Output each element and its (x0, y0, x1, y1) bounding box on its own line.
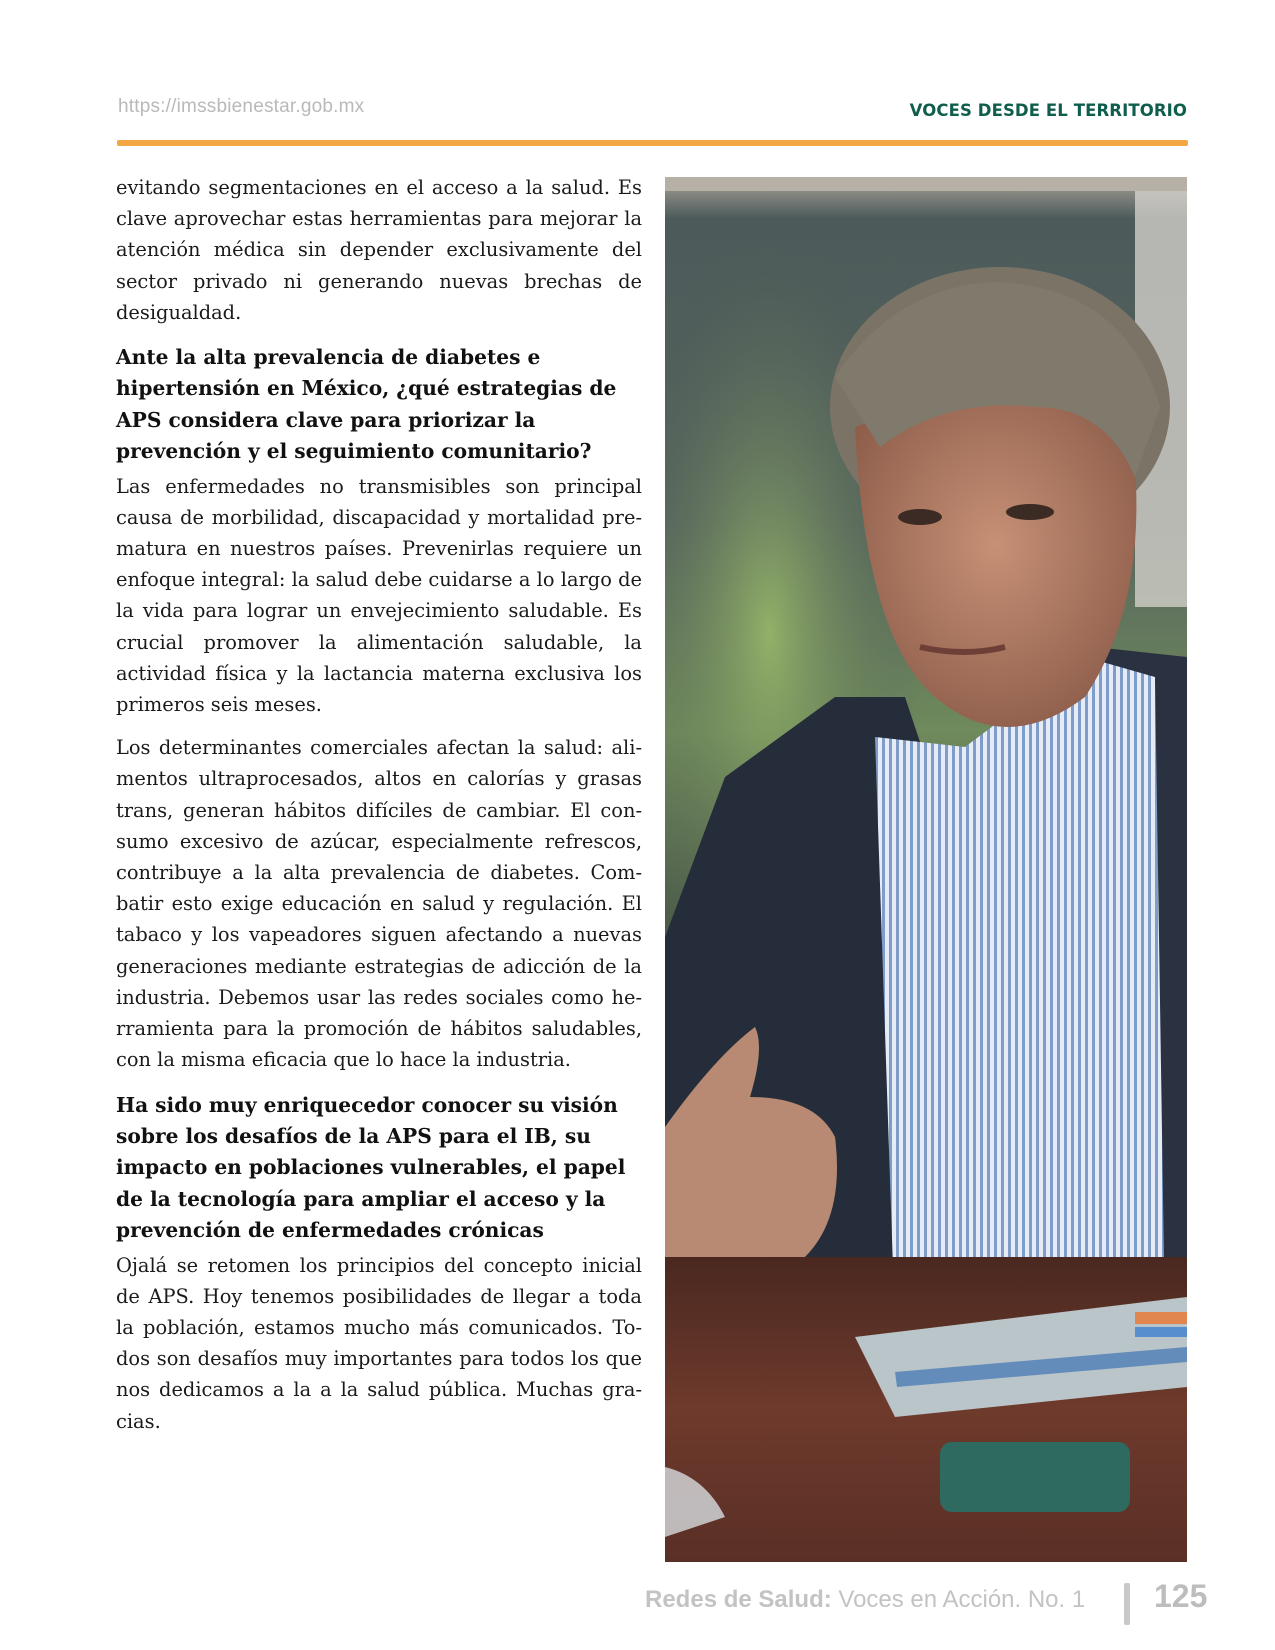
interview-question-1: Ante la alta prevalencia de diabetes e hipertensión en México, ¿qué estrategias de APS considera clave para priorizar la prevención y el seguimiento comunitario? (116, 345, 617, 464)
portrait-image (665, 177, 1187, 1562)
footer-publication (645, 1586, 1085, 1614)
footer-publication-issue: Voces en Acción. No. 1 (831, 1586, 1086, 1613)
footer-divider (1124, 1583, 1130, 1625)
page-number: 125 (1154, 1578, 1208, 1614)
header-url: https://imssbienestar.gob.mx (118, 96, 365, 117)
header-divider (117, 140, 1188, 146)
section-title: VOCES DESDE EL TERRITORIO (909, 101, 1187, 120)
answer-1-paragraph-2: Los determinantes comerciales afectan la salud: alimentos ultraprocesados, altos en calorías y grasas trans, generan hábitos difíciles de cambiar. El consumo excesivo de azúcar, especialmente refrescos, contribuye a la alta prevalencia de diabetes. Combatir esto exige educación en salud y regulación. El tabaco y los vapeadores siguen afectando a nuevas generaciones mediante estrategias de adicción de la industria. Debemos usar las redes sociales como herramienta para la promoción de hábitos saludables, con la misma eficacia que lo hace la industria. (116, 736, 642, 1072)
answer-1-paragraph-1: Las enfermedades no transmisibles son principal causa de morbilidad, discapacidad y mortalidad prematura en nuestros países. Prevenirlas requiere un enfoque integral: la salud debe cuidarse a lo largo de la vida para lograr un envejecimiento saludable. Es crucial promover la alimentación saludable, la actividad física y la lactancia materna exclusiva los primeros seis meses. (116, 474, 642, 717)
interview-question-2: Ha sido muy enriquecedor conocer su visión sobre los desafíos de la APS para el IB, su impacto en poblaciones vulnerables, el papel de la tecnología para ampliar el acceso y la prevención de enfermedades crónicas (116, 1092, 626, 1243)
footer-publication-name: Redes de Salud: (645, 1586, 832, 1613)
article-column (116, 172, 642, 1449)
answer-2-paragraph: Ojalá se retomen los principios del concepto inicial de APS. Hoy tenemos posibilidades de llegar a toda la población, estamos mucho más comunicados. Todos son desafíos muy importantes para todos los que nos dedicamos a la a la salud pública. Muchas gracias. (116, 1253, 642, 1433)
interviewee-photo (665, 177, 1187, 1562)
paragraph-intro: evitando segmentaciones en el acceso a la salud. Es clave aprovechar estas herramientas para mejorar la atención médica sin depender exclusivamente del sector privado ni generando nuevas brechas de desigualdad. (116, 176, 642, 324)
